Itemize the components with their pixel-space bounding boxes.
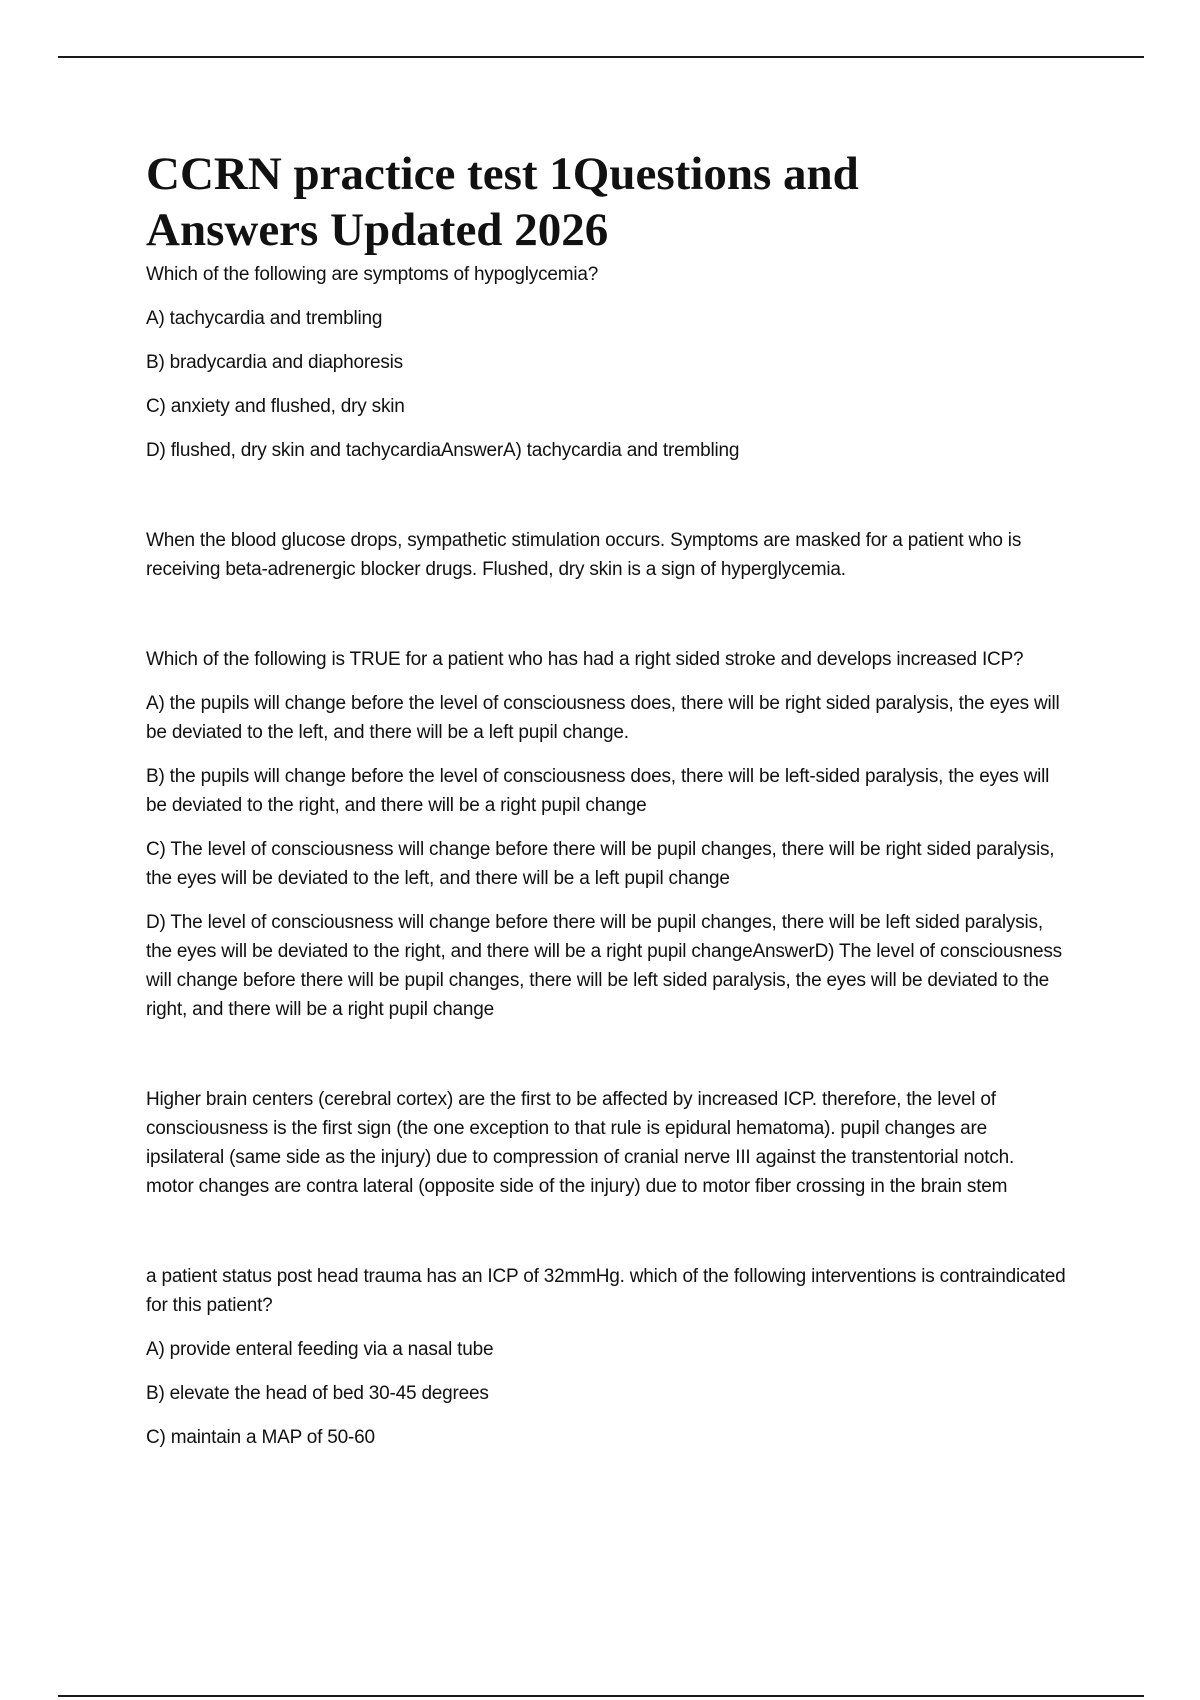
question-3-text: a patient status post head trauma has an ICP of 32mmHg. which of the following interventions is contraindicated for this patient? [146,1266,1066,1316]
spacer [146,480,1066,526]
header-rule [58,56,1144,58]
question-2-option-b: B) the pupils will change before the level of consciousness does, there will be left-sided paralysis, the eyes will be deviated to the right, and there will be a right pupil change [146,766,1050,816]
question-2-text: Which of the following is TRUE for a patient who has had a right sided stroke and develops increased ICP? [146,649,1024,670]
question-2-option-c: C) The level of consciousness will change before there will be pupil changes, there will be right sided paralysis, the eyes will be deviated to the left, and there will be a left pupil change [146,839,1055,889]
question-1-text: Which of the following are symptoms of hypoglycemia? [146,264,599,285]
title-line-2: Answers Updated 2026 [146,204,609,256]
page-title [146,146,1066,258]
spacer [146,1039,1066,1085]
question-3-option-b: B) elevate the head of bed 30-45 degrees [146,1383,489,1404]
spacer [146,599,1066,645]
question-1-option-d-answer: D) flushed, dry skin and tachycardiaAnswerA) tachycardia and trembling [146,440,740,461]
question-1-option-b: B) bradycardia and diaphoresis [146,352,403,373]
title-line-1: CCRN practice test 1Questions and [146,148,859,200]
spacer [146,1216,1066,1262]
question-3-option-c: C) maintain a MAP of 50-60 [146,1427,375,1448]
question-1-option-c: C) anxiety and flushed, dry skin [146,396,405,417]
document-body [146,146,1066,1467]
question-2-option-a: A) the pupils will change before the level of consciousness does, there will be right sided paralysis, the eyes will be deviated to the left, and there will be a left pupil change. [146,693,1060,743]
question-1-option-a: A) tachycardia and trembling [146,308,383,329]
question-3-option-a: A) provide enteral feeding via a nasal tube [146,1339,494,1360]
question-1-explanation: When the blood glucose drops, sympathetic stimulation occurs. Symptoms are masked for a patient who is receiving beta-adrenergic blocker drugs. Flushed, dry skin is a sign of hyperglycemia. [146,530,1022,580]
question-2-option-d-answer: D) The level of consciousness will change before there will be pupil changes, there will be left sided paralysis, the eyes will be deviated to the right, and there will be a right pupil changeAnswerD) The level of consciousness will change before there will be pupil changes, there will be left sided paralysis, the eyes will be deviated to the right, and there will be a right pupil change [146,912,1062,1020]
footer-rule [58,1695,1144,1697]
question-2-explanation: Higher brain centers (cerebral cortex) are the first to be affected by increased ICP. therefore, the level of consciousness is the first sign (the one exception to that rule is epidural hematoma). pupil changes are ipsilateral (same side as the injury) due to compression of cranial nerve III against the transtentorial notch. motor changes are contra lateral (opposite side of the injury) due to motor fiber crossing in the brain stem [146,1089,1015,1197]
